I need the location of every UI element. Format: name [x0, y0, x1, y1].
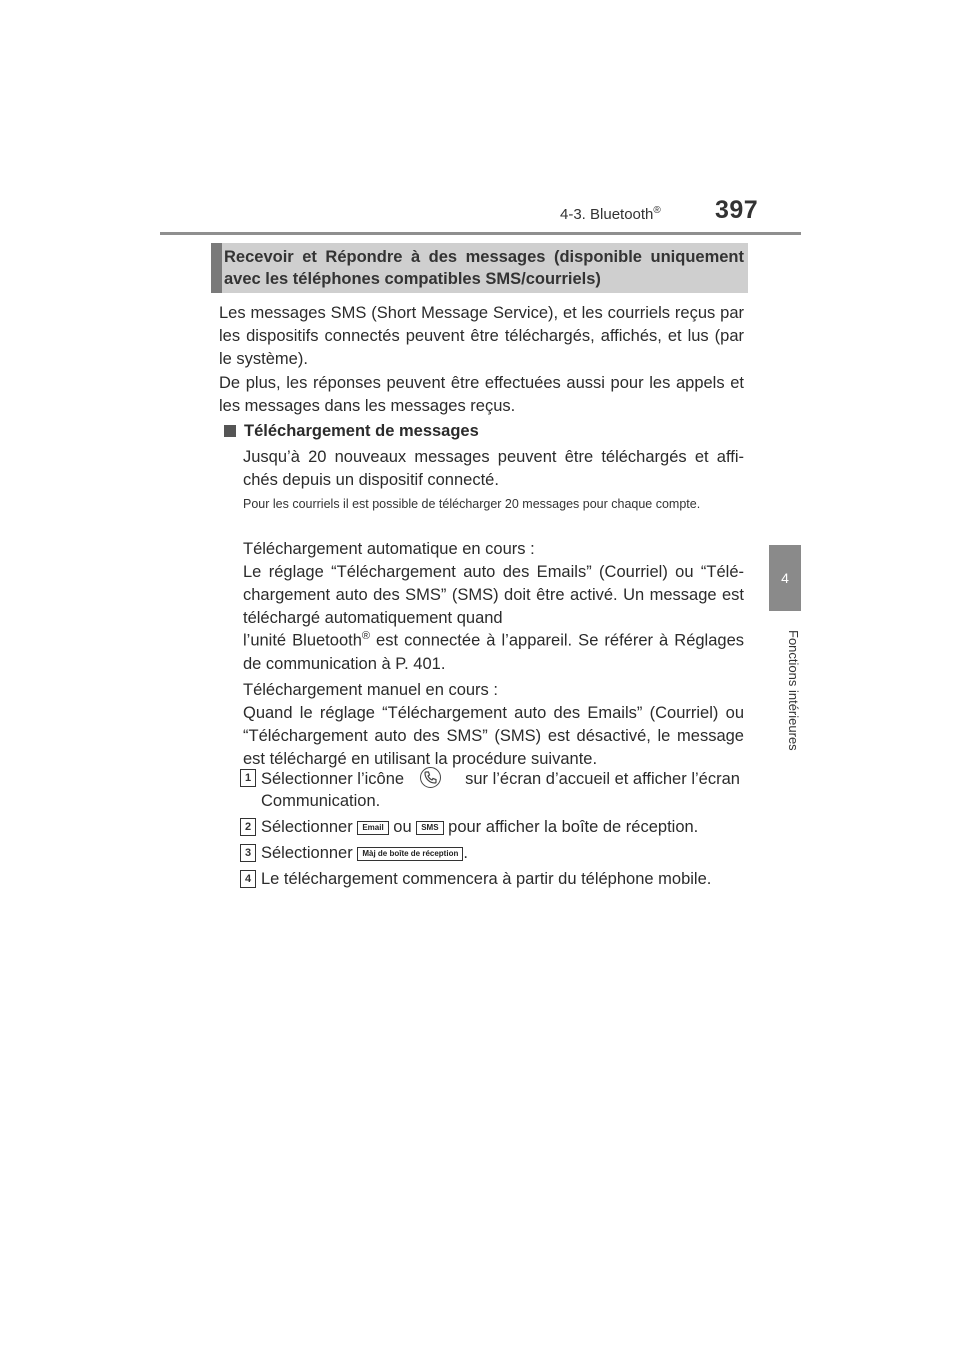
step-1-line-2: Communication. [261, 792, 381, 810]
chapter-tab: 4 [769, 545, 801, 611]
subsection-paragraph: Jusqu’à 20 nouveaux messages peuvent être téléchargés et affichés depuis un dispositif connecté. [243, 448, 744, 489]
chapter-label: Fonctions intérieures [786, 630, 801, 751]
step-2-text-after: pour afficher la boîte de réception. [448, 818, 699, 836]
step-3-line [261, 842, 751, 865]
box-title: Recevoir et Répondre à des messages (disponible uniquement avec les téléphones compatibles SMS/courriels) [224, 248, 744, 288]
step-2-text-mid: ou [393, 818, 412, 836]
phone-icon [420, 767, 441, 788]
header-rule [160, 232, 801, 235]
bluetooth-unit-text: l’unité Bluetooth [243, 631, 362, 650]
step-4-line: Le téléchargement commencera à partir du téléphone mobile. [261, 870, 712, 888]
page-number: 397 [715, 196, 759, 224]
settings-reference-text: est connectée à l’appareil. Se référer à Réglages de communication à P. 401. [243, 631, 744, 673]
note-text: Pour les courriels il est possible de télécharger 20 messages pour chaque compte. [243, 497, 701, 511]
manual-download-text: Quand le réglage “Téléchargement auto des Emails” (Courriel) ou “Téléchargement auto des SMS” (SMS) est désactivé, le message est téléchargé en utilisant la procédure suivante. [243, 704, 744, 768]
update-inbox-button[interactable]: Màj de boîte de réception [357, 847, 463, 861]
step-3-text-after: . [463, 844, 468, 862]
step-1-text-after: sur l’écran d’accueil et afficher l’écran [465, 770, 740, 788]
subsection-heading [224, 420, 744, 443]
section-header [560, 205, 661, 223]
auto-download-heading: Téléchargement automatique en cours : [243, 540, 535, 558]
intro-paragraph-1: Les messages SMS (Short Message Service), et les courriels reçus par les dispositifs connectés peuvent être téléchargés, affichés, et lus (par le système). [219, 304, 744, 368]
registered-mark: ® [653, 205, 661, 216]
step-1-line-1 [261, 767, 751, 791]
auto-download-text: Le réglage “Téléchargement auto des Emails” (Courriel) ou “Téléchargement auto des SMS” (SMS) doit être activé. Un message est téléchargé automatiquement quand [243, 563, 744, 627]
step-3-badge: 3 [240, 844, 256, 862]
subsection-title: Téléchargement de messages [244, 422, 479, 440]
step-2-badge: 2 [240, 818, 256, 836]
step-1-text-before: Sélectionner l’icône [261, 770, 405, 788]
auto-download-text-2 [243, 625, 744, 676]
title-box-bar [211, 243, 222, 293]
step-1-badge: 1 [240, 769, 256, 787]
step-3-text-before: Sélectionner [261, 844, 353, 862]
square-bullet-icon [224, 425, 236, 437]
manual-download-heading: Téléchargement manuel en cours : [243, 681, 498, 699]
intro-paragraph-2: De plus, les réponses peuvent être effectuées aussi pour les appels et les messages dans les messages reçus. [219, 374, 744, 415]
step-4-badge: 4 [240, 870, 256, 888]
step-2-line [261, 816, 751, 839]
step-2-text-before: Sélectionner [261, 818, 353, 836]
email-button[interactable]: Email [357, 821, 388, 835]
registered-mark-2: ® [361, 630, 370, 642]
section-title: 4-3. Bluetooth [560, 206, 654, 223]
sms-button[interactable]: SMS [416, 821, 443, 835]
